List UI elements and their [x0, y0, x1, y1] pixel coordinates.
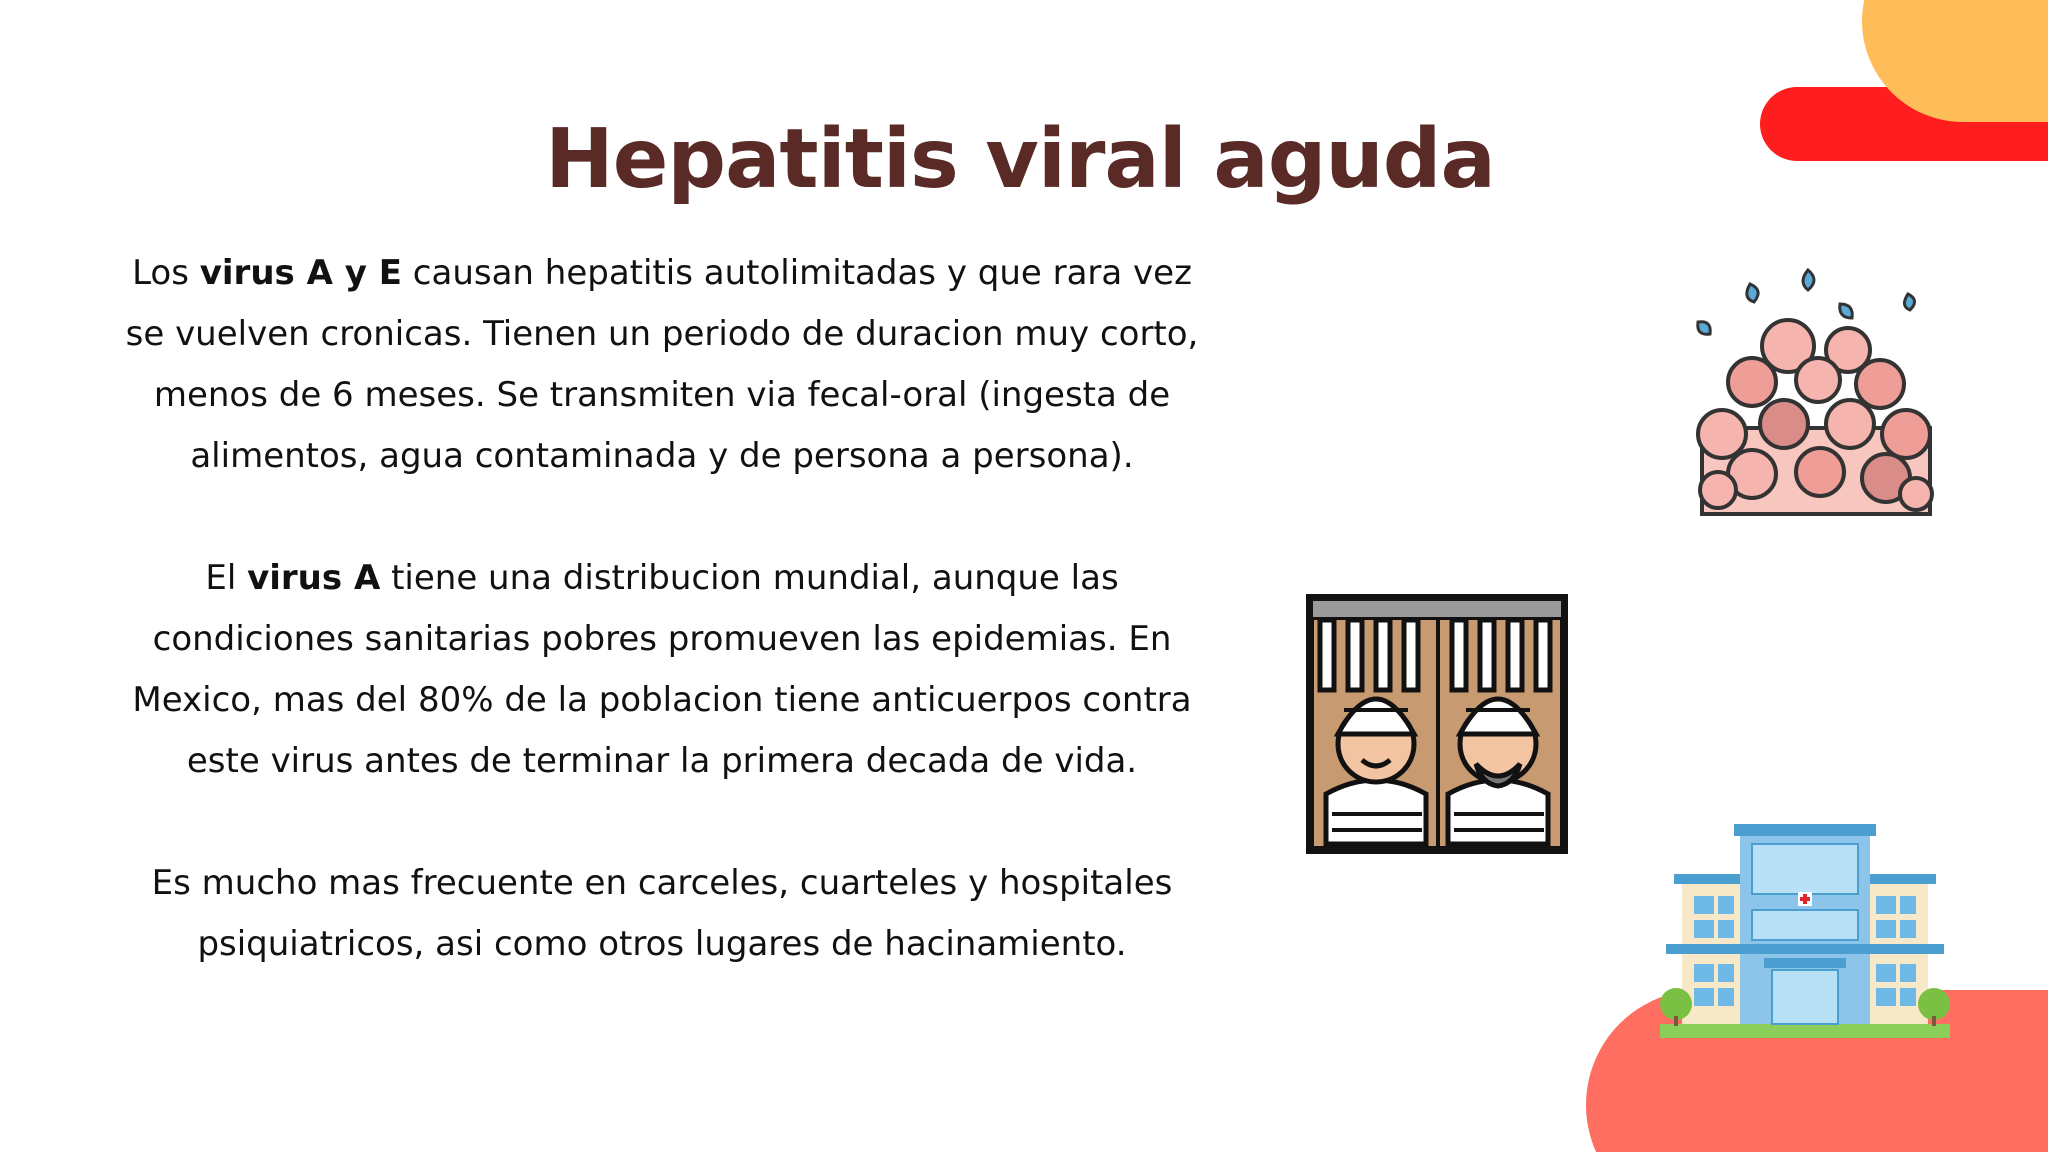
paragraph-text: tiene una distribucion mundial, aunque las condiciones sanitarias pobres promueven las epidemias. En Mexico, mas del 80% de la poblacion tiene anticuerpos contra este virus antes de terminar la primera decada de vida.	[132, 558, 1192, 781]
paragraph-distribution	[118, 548, 1206, 792]
hospital-icon	[1660, 820, 1950, 1040]
slide-title-text: Hepatitis viral aguda	[545, 112, 1495, 207]
paragraph-frequency: Es mucho mas frecuente en carceles, cuarteles y hospitales psiquiatricos, asi como otros lugares de hacinamiento.	[151, 863, 1173, 964]
paragraph-gap	[118, 792, 1206, 853]
bold-term: virus A y E	[199, 253, 402, 293]
slide-body	[118, 243, 1206, 975]
paragraph-text: El	[205, 558, 248, 598]
paragraph-text: causan hepatitis autolimitadas y que rara vez se vuelven cronicas. Tienen un periodo de duracion muy corto, menos de 6 meses. Se transmiten via fecal-oral (ingesta de alimentos, agua contaminada y de persona a persona).	[125, 253, 1199, 476]
paragraph-gap	[118, 487, 1206, 548]
bold-term: virus A	[247, 558, 381, 598]
paragraph-transmission	[118, 243, 1206, 487]
crowd-icon	[1680, 264, 1936, 520]
slide-title	[0, 112, 2048, 207]
paragraph-text: Los	[132, 253, 200, 293]
prison-icon	[1306, 594, 1568, 854]
